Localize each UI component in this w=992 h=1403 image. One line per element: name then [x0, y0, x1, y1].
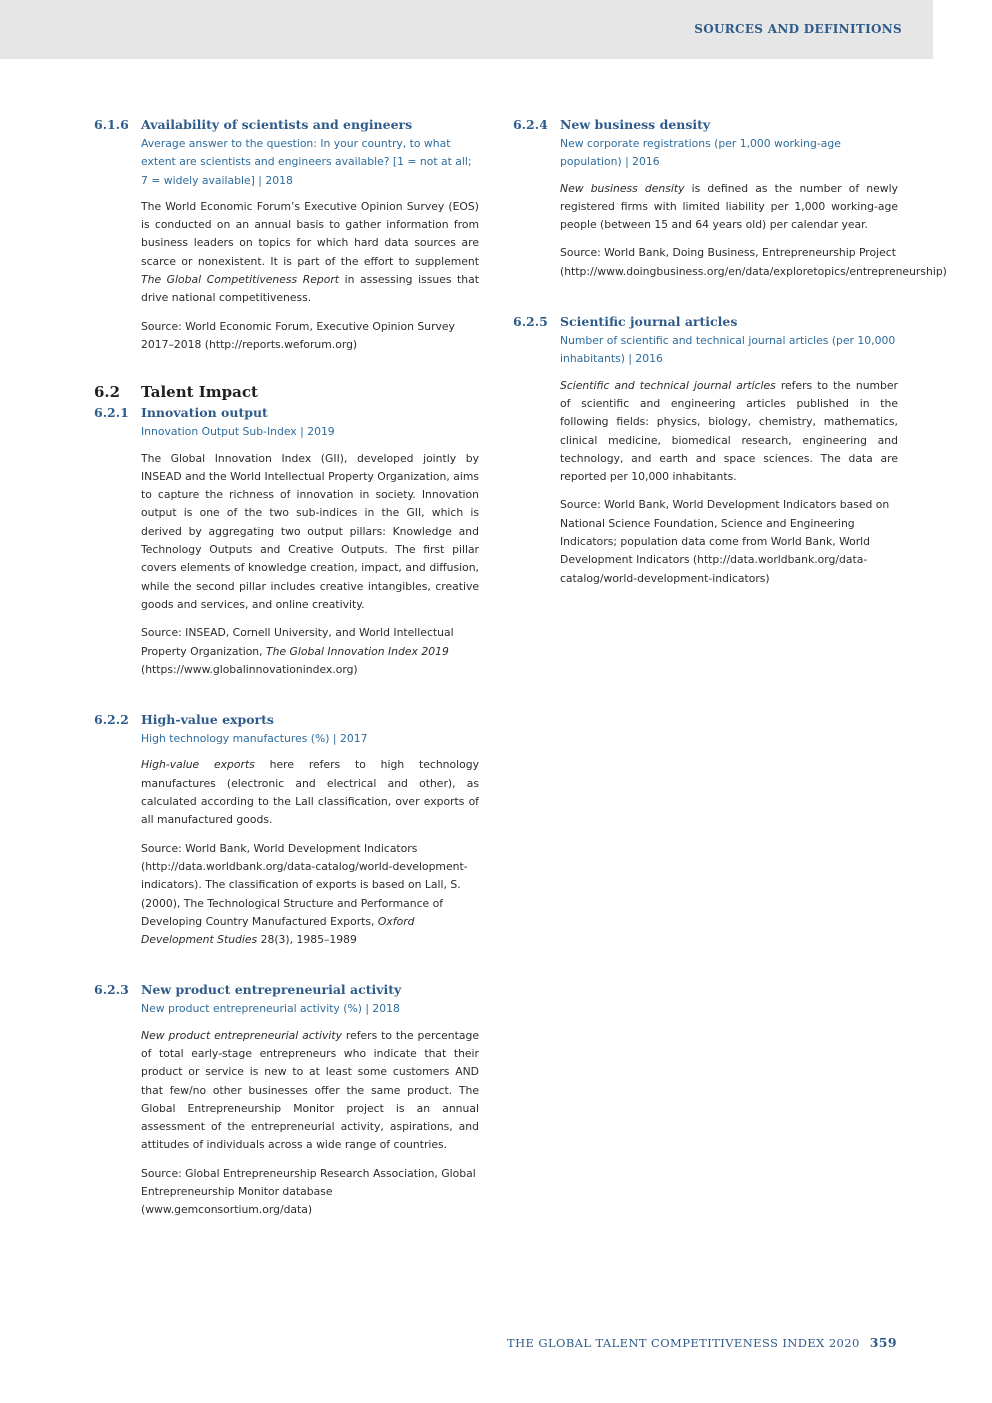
- entry-source: Source: Global Entrepreneurship Research Association, Global Entrepreneurship Monitor database (www.gemconsortium.org/data): [141, 1166, 476, 1217]
- entry-subtitle: Average answer to the question: In your country, to what extent are scientists and engineers available? [1 = not at all; 7 = widely available] | 2018: [141, 137, 472, 187]
- running-header: SOURCES AND DEFINITIONS: [694, 22, 902, 36]
- entry-heading: [513, 116, 898, 133]
- entry-6-2-3: [94, 981, 479, 1219]
- entry-subtitle: New product entrepreneurial activity (%) | 2018: [141, 1002, 400, 1016]
- entry-heading: [94, 711, 479, 728]
- entry-title: New business density: [560, 117, 711, 132]
- section-title: Talent Impact: [141, 383, 258, 402]
- entry-heading: [513, 313, 898, 330]
- entry-6-2-4: [513, 116, 947, 281]
- entry-number: 6.2.2: [94, 712, 129, 728]
- entry-title: Innovation output: [141, 405, 268, 421]
- entry-description: High-value exports here refers to high technology manufactures (electronic and electrical and other), as calculated according to the Lall classification, over exports of all manufactured goods.: [141, 758, 479, 827]
- entry-6-2-1: [94, 404, 479, 679]
- entry-source: Source: World Bank, Doing Business, Entrepreneurship Project (http://www.doingbusiness.org/en/data/exploretopics/entrepreneurship): [560, 246, 947, 278]
- entry-source: Source: World Bank, World Development Indicators (http://data.worldbank.org/data-catalog/world-development-indicators). The classification of exports is based on Lall, S. (2000), The Technological Structure and Performance of Developing Country Manufactured Exports, Oxford Development Studies 28(3), 1985–1989: [141, 841, 468, 947]
- entry-title: High-value exports: [141, 712, 274, 728]
- entry-description: New business density is defined as the number of newly registered firms with limited liability per 1,000 working-age people (between 15 and 64 years old) per calendar year.: [560, 181, 899, 232]
- entry-6-1-6: [94, 116, 479, 354]
- entry-heading: [94, 404, 479, 421]
- entry-6-2-2: [94, 711, 479, 949]
- page-number: 359: [869, 1335, 897, 1350]
- entry-number: 6.1.6: [94, 117, 129, 132]
- entry-title: Availability of scientists and engineers: [141, 117, 413, 132]
- entry-heading: [94, 981, 479, 998]
- entry-heading: [94, 116, 479, 133]
- section-heading: [94, 382, 479, 402]
- entry-description: New product entrepreneurial activity refers to the percentage of total early-stage entrepreneurs who indicate that their product or service is new to at least some customers AND that few/no other businesses offer the same product. The Global Entrepreneurship Monitor project is an annual assessment of the entrepreneurial activity, aspirations, and attitudes of individuals across a wide range of countries.: [141, 1028, 479, 1152]
- entry-subtitle: High technology manufactures (%) | 2017: [141, 732, 368, 746]
- entry-source: Source: INSEAD, Cornell University, and World Intellectual Property Organization, The Global Innovation Index 2019 (https://www.globalinnovationindex.org): [141, 626, 454, 676]
- entry-subtitle: New corporate registrations (per 1,000 working-age population) | 2016: [560, 137, 841, 169]
- entry-source: Source: World Economic Forum, Executive Opinion Survey 2017–2018 (http://reports.weforum.org): [141, 319, 455, 351]
- entry-number: 6.2.5: [513, 314, 548, 330]
- entry-title: New product entrepreneurial activity: [141, 982, 402, 998]
- publication-title: THE GLOBAL TALENT COMPETITIVENESS INDEX 2020: [507, 1336, 860, 1350]
- entry-description: The World Economic Forum’s Executive Opinion Survey (EOS) is conducted on an annual basis to gather information from business leaders on topics for which hard data sources are scarce or nonexistent. It is part of the effort to supplement The Global Competitiveness Report in assessing issues that drive national competitiveness.: [141, 199, 479, 305]
- left-column: [94, 116, 479, 1252]
- entry-number: 6.2.3: [94, 982, 129, 998]
- header-bar: [0, 0, 933, 59]
- section-number: 6.2: [94, 383, 121, 402]
- entry-description: The Global Innovation Index (GII), developed jointly by INSEAD and the World Intellectual Property Organization, aims to capture the richness of innovation in society. Innovation output is one of the two sub-indices in the GII, which is derived by aggregating two output pillars: Knowledge and Technology Outputs and Creative Outputs. The first pillar covers elements of knowledge creation, impact, and diffusion, while the second pillar includes creative intangibles, creative goods and services, and online creativity.: [141, 451, 479, 611]
- entry-description: Scientific and technical journal articles refers to the number of scientific and engineering articles published in the following fields: physics, biology, chemistry, mathematics, clinical medicine, biomedical research, engineering and technology, and earth and space sciences. The data are reported per 10,000 inhabitants.: [560, 378, 898, 484]
- right-column: [513, 116, 947, 620]
- entry-title: Scientific journal articles: [560, 314, 738, 330]
- entry-number: 6.2.1: [94, 405, 129, 421]
- entry-source: Source: World Bank, World Development Indicators based on National Science Foundation, Science and Engineering Indicators; population data come from World Bank, World Development Indicators (http://data.worldbank.org/data-catalog/world-development-indicators): [560, 498, 890, 585]
- entry-subtitle: Number of scientific and technical journal articles (per 10,000 inhabitants) | 2016: [560, 334, 896, 366]
- entry-number: 6.2.4: [513, 117, 548, 132]
- entry-6-2-5: [513, 313, 898, 588]
- entry-subtitle: Innovation Output Sub-Index | 2019: [141, 425, 335, 439]
- page-footer: [507, 1335, 897, 1350]
